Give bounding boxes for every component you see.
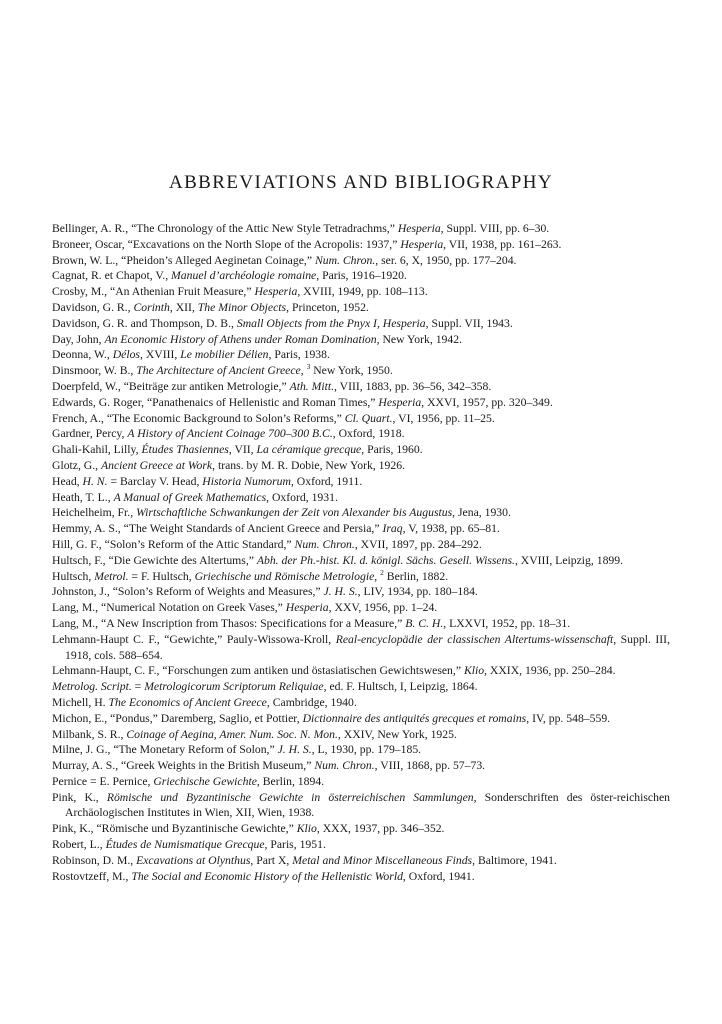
bibliography-entry: [52, 474, 670, 490]
italic-title: The Social and Economic History of the Hellenistic World: [131, 869, 403, 883]
bibliography-entry: [52, 426, 670, 442]
entry-text: , Oxford, 1911.: [290, 474, 363, 488]
italic-title: Metal and Minor Miscellaneous Finds: [292, 853, 473, 867]
italic-title: Klio: [296, 822, 317, 836]
bibliography-entry: [52, 869, 670, 885]
bibliography-entry: [52, 316, 670, 332]
entry-text: , Oxford, 1941.: [402, 869, 475, 883]
bibliography-entry: [52, 758, 670, 774]
bibliography-entry: [52, 616, 670, 632]
bibliography-entry: [52, 458, 670, 474]
italic-title: Metrol.: [94, 569, 129, 583]
bibliography-entry: [52, 632, 670, 664]
italic-title: Excavations at Olynthus: [136, 853, 251, 867]
bibliography-entry: [52, 742, 670, 758]
bibliography-entry: [52, 490, 670, 506]
entry-text: , Berlin, 1894.: [256, 774, 325, 788]
entry-text: , XXX, 1937, pp. 346–352.: [316, 822, 445, 836]
entry-text: , VIII, 1868, pp. 57–73.: [374, 759, 486, 773]
italic-title: Hesperia: [254, 285, 298, 299]
entry-text: , VII,: [228, 443, 257, 457]
entry-text: , XXIX, 1936, pp. 250–284.: [484, 664, 616, 678]
italic-title: H. N.: [82, 474, 108, 488]
italic-title: Num. Chron.: [314, 759, 375, 773]
italic-title: A Manual of Greek Mathematics: [113, 490, 267, 504]
italic-title: Études Thasiennes: [141, 443, 229, 457]
entry-text: , XVIII, Leipzig, 1899.: [514, 553, 624, 567]
entry-text: New York, 1950.: [310, 364, 393, 378]
entry-text: Murray, A. S., “Greek Weights in the British Museum,”: [52, 759, 315, 773]
bibliography-entry: [52, 379, 670, 395]
italic-title: Délos: [112, 348, 140, 362]
entry-text: Michell, H.: [52, 695, 109, 709]
entry-text: Pink, K.,: [52, 790, 107, 804]
entry-text: , New York, 1942.: [376, 332, 463, 346]
bibliography-entry: [52, 395, 670, 411]
entry-text: Crosby, M., “An Athenian Fruit Measure,”: [52, 285, 255, 299]
entry-text: ,: [374, 569, 381, 583]
entry-text: =: [131, 680, 145, 694]
bibliography-entry: [52, 221, 670, 237]
italic-title: Metrolog. Script.: [52, 680, 132, 694]
entry-text: Davidson, G. R.,: [52, 300, 134, 314]
entry-text: Broneer, Oscar, “Excavations on the North Slope of the Acropolis: 1937,”: [52, 237, 401, 251]
italic-title: Griechische Gewichte: [153, 774, 257, 788]
entry-text: Lehmann-Haupt, C. F., “Forschungen zum antiken und östasiatischen Gewichtswesen,”: [52, 664, 464, 678]
entry-text: Hill, G. F., “Solon’s Reform of the Attic Standard,”: [52, 537, 295, 551]
bibliography-entry: [52, 300, 670, 316]
entry-text: , Paris, 1960.: [361, 443, 423, 457]
italic-title: Hesperia: [378, 395, 422, 409]
entry-text: Johnston, J., “Solon’s Reform of Weights and Measures,”: [52, 585, 324, 599]
bibliography-entry: [52, 584, 670, 600]
entry-text: , ser. 6, X, 1950, pp. 177–204.: [375, 253, 517, 267]
italic-title: Römische und Byzantinische Gewichte in österreichischen Sammlungen: [106, 790, 474, 804]
entry-text: Edwards, G. Roger, “Panathenaics of Hellenistic and Roman Times,”: [52, 395, 379, 409]
italic-title: Wirtschaftliche Schwankungen der Zeit von Alexander bis Augustus: [136, 506, 453, 520]
bibliography-entry: [52, 237, 670, 253]
entry-text: Hemmy, A. S., “The Weight Standards of Ancient Greece and Persia,”: [52, 522, 383, 536]
italic-title: The Architecture of Ancient Greece: [136, 364, 301, 378]
bibliography-entry: [52, 600, 670, 616]
italic-title: Iraq: [382, 522, 403, 536]
italic-title: Études de Numismatique Grecque: [105, 838, 265, 852]
bibliography-entry: [52, 363, 670, 379]
entry-text: , XVIII,: [139, 348, 181, 362]
bibliography-entry: [52, 853, 670, 869]
italic-title: Dictionnaire des antiquités grecques et romains: [302, 711, 527, 725]
italic-title: La céramique grecque: [256, 443, 362, 457]
entry-text: , Cambridge, 1940.: [266, 695, 357, 709]
entry-text: Heath, T. L.,: [52, 490, 114, 504]
entry-text: Gardner, Percy,: [52, 427, 128, 441]
entry-text: Milbank, S. R.,: [52, 727, 127, 741]
entry-text: Lehmann-Haupt C. F., “Gewichte,” Pauly-Wissowa-Kroll,: [52, 632, 336, 646]
bibliography-entry: [52, 663, 670, 679]
entry-text: Ghali-Kahil, Lilly,: [52, 443, 142, 457]
entry-text: , XXV, 1956, pp. 1–24.: [328, 601, 438, 615]
entry-text: , XVIII, 1949, pp. 108–113.: [297, 285, 428, 299]
entry-text: , Suppl. VII, 1943.: [425, 316, 513, 330]
entry-text: Lang, M., “Numerical Notation on Greek Vases,”: [52, 601, 286, 615]
entry-text: Deonna, W.,: [52, 348, 113, 362]
italic-title: Hesperia: [400, 237, 444, 251]
italic-title: B. C. H.: [405, 616, 444, 630]
entry-text: Dinsmoor, W. B.,: [52, 364, 137, 378]
entry-text: , Paris, 1916–1920.: [316, 269, 407, 283]
italic-title: Ancient Greece at Work: [101, 458, 213, 472]
italic-title: Coinage of Aegina, Amer. Num. Soc. N. Mon.: [126, 727, 338, 741]
entry-text: Bellinger, A. R., “The Chronology of the Attic New Style Tetradrachms,”: [52, 222, 398, 235]
italic-title: Num. Chron.: [294, 537, 355, 551]
italic-title: Manuel d’archéologie romaine: [171, 269, 317, 283]
bibliography-entry: [52, 790, 670, 822]
bibliography-entry: [52, 411, 670, 427]
entry-text: = Barclay V. Head,: [107, 474, 203, 488]
entry-text: , Sonderschriften des öster-reichischen Archäologischen Institutes in Wien, XII, Wien, 1938.: [65, 790, 670, 820]
entry-text: , Oxford, 1918.: [332, 427, 405, 441]
entry-text: Day, John,: [52, 332, 105, 346]
bibliography-entry: [52, 537, 670, 553]
entry-text: Lang, M., “A New Inscription from Thasos: Specifications for a Measure,”: [52, 616, 406, 630]
entry-text: , VIII, 1883, pp. 36–56, 342–358.: [334, 379, 492, 393]
entry-text: ,: [300, 364, 307, 378]
entry-text: Cagnat, R. et Chapot, V.,: [52, 269, 172, 283]
italic-title: Le mobilier Délien: [180, 348, 269, 362]
italic-title: The Minor Objects: [197, 300, 287, 314]
entry-text: , Princeton, 1952.: [286, 300, 369, 314]
entry-text: Hultsch, F., “Die Gewichte des Altertums,”: [52, 553, 257, 567]
entry-text: , Suppl. VIII, pp. 6–30.: [440, 222, 550, 235]
entry-text: Pink, K., “Römische und Byzantinische Gewichte,”: [52, 822, 297, 836]
italic-title: A History of Ancient Coinage 700–300 B.C.: [127, 427, 333, 441]
bibliography-entry: [52, 711, 670, 727]
bibliography-entry: [52, 284, 670, 300]
entry-text: , XVII, 1897, pp. 284–292.: [354, 537, 482, 551]
entry-text: , Suppl. III, 1918, cols. 588–654.: [65, 632, 670, 662]
entry-text: , XII,: [169, 300, 198, 314]
bibliography-entry: [52, 347, 670, 363]
entry-text: , IV, pp. 548–559.: [526, 711, 611, 725]
entry-text: Berlin, 1882.: [383, 569, 449, 583]
italic-title: Hesperia: [285, 601, 329, 615]
edition-superscript: 2: [380, 567, 384, 577]
bibliography-entry: [52, 821, 670, 837]
entry-text: , XXVI, 1957, pp. 320–349.: [421, 395, 553, 409]
bibliography-list: [52, 221, 670, 884]
bibliography-entry: [52, 521, 670, 537]
entry-text: Rostovtzeff, M.,: [52, 869, 132, 883]
entry-text: Glotz, G.,: [52, 458, 102, 472]
bibliography-entry: [52, 774, 670, 790]
entry-text: Heichelheim, Fr.,: [52, 506, 137, 520]
italic-title: Griechische und Römische Metrologie: [194, 569, 375, 583]
entry-text: , LIV, 1934, pp. 180–184.: [357, 585, 478, 599]
entry-text: Doerpfeld, W., “Beiträge zur antiken Metrologie,”: [52, 379, 290, 393]
entry-text: Hultsch,: [52, 569, 95, 583]
italic-title: Cl. Quart.: [344, 411, 393, 425]
bibliography-entry: [52, 569, 670, 585]
page-title: ABBREVIATIONS AND BIBLIOGRAPHY: [168, 172, 554, 193]
entry-text: Pernice = E. Pernice,: [52, 774, 154, 788]
entry-text: , Part X,: [250, 853, 293, 867]
entry-text: , Oxford, 1931.: [266, 490, 338, 504]
entry-text: Robert, L.,: [52, 838, 106, 852]
bibliography-entry: [52, 679, 670, 695]
bibliography-entry: [52, 553, 670, 569]
entry-text: , Paris, 1938.: [268, 348, 330, 362]
entry-text: Davidson, G. R. and Thompson, D. B.,: [52, 316, 237, 330]
bibliography-entry: [52, 332, 670, 348]
italic-title: Hesperia: [397, 222, 441, 235]
entry-text: , ed. F. Hultsch, I, Leipzig, 1864.: [323, 680, 478, 694]
italic-title: Abh. der Ph.-hist. Kl. d. königl. Sächs. Gesell. Wissens.: [256, 553, 515, 567]
italic-title: Real-encyclopädie der classischen Altertums-wissenschaft: [335, 632, 614, 646]
entry-text: French, A., “The Economic Background to Solon’s Reforms,”: [52, 411, 345, 425]
bibliography-entry: [52, 268, 670, 284]
bibliography-entry: [52, 505, 670, 521]
italic-title: Metrologicorum Scriptorum Reliquiae: [144, 680, 324, 694]
italic-title: J. H. S.: [277, 743, 312, 757]
entry-text: Head,: [52, 474, 83, 488]
entry-text: = F. Hultsch,: [128, 569, 195, 583]
bibliography-entry: [52, 253, 670, 269]
entry-text: , XXIV, New York, 1925.: [337, 727, 457, 741]
entry-text: , Paris, 1951.: [264, 838, 326, 852]
entry-text: , VI, 1956, pp. 11–25.: [392, 411, 495, 425]
italic-title: An Economic History of Athens under Roman Domination: [104, 332, 377, 346]
entry-text: Robinson, D. M.,: [52, 853, 137, 867]
italic-title: Klio: [463, 664, 485, 678]
entry-text: Michon, E., “Pondus,” Daremberg, Saglio, et Pottier,: [52, 711, 303, 725]
italic-title: Corinth: [133, 300, 170, 314]
italic-title: Historia Numorum: [202, 474, 291, 488]
entry-text: , Jena, 1930.: [452, 506, 511, 520]
bibliography-entry: [52, 695, 670, 711]
entry-text: , V, 1938, pp. 65–81.: [402, 522, 500, 536]
entry-text: , VII, 1938, pp. 161–263.: [443, 237, 562, 251]
bibliography-entry: [52, 727, 670, 743]
italic-title: The Economics of Ancient Greece: [108, 695, 267, 709]
entry-text: Brown, W. L., “Pheidon’s Alleged Aeginetan Coinage,”: [52, 253, 315, 267]
italic-title: Num. Chron.: [314, 253, 376, 267]
bibliography-entry: [52, 442, 670, 458]
bibliography-entry: [52, 837, 670, 853]
edition-superscript: 3: [306, 362, 311, 372]
italic-title: Small Objects from the Pnyx I, Hesperia: [236, 316, 426, 330]
entry-text: , LXXVI, 1952, pp. 18–31.: [443, 616, 571, 630]
italic-title: Ath. Mitt.: [289, 379, 335, 393]
entry-text: , L, 1930, pp. 179–185.: [311, 743, 422, 757]
entry-text: , trans. by M. R. Dobie, New York, 1926.: [212, 458, 405, 472]
entry-text: Milne, J. G., “The Monetary Reform of Solon,”: [52, 743, 278, 757]
italic-title: J. H. S.: [323, 585, 358, 599]
entry-text: , Baltimore, 1941.: [472, 853, 557, 867]
